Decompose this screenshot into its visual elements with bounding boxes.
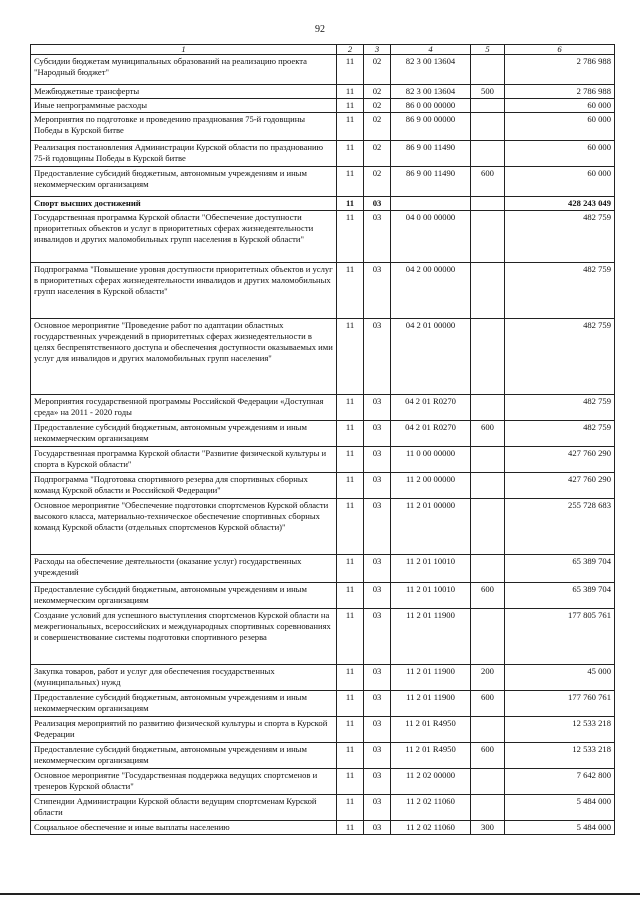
row-amount-cell: 60 000 xyxy=(505,167,615,197)
row-section-cell: 11 xyxy=(337,821,364,835)
row-name-cell: Предоставление субсидий бюджетным, автономным учреждениям и иным некоммерческим организациям xyxy=(31,743,337,769)
row-subsection-cell: 02 xyxy=(364,85,391,99)
row-expense-type-cell: 200 xyxy=(471,665,505,691)
table-row xyxy=(31,141,615,167)
row-target-article-cell: 86 0 00 00000 xyxy=(391,99,471,113)
row-expense-type-cell xyxy=(471,263,505,319)
row-amount-cell: 427 760 290 xyxy=(505,447,615,473)
row-expense-type-cell xyxy=(471,499,505,555)
row-section-cell: 11 xyxy=(337,197,364,211)
row-subsection-cell: 02 xyxy=(364,113,391,141)
row-subsection-cell: 03 xyxy=(364,583,391,609)
row-amount-cell: 60 000 xyxy=(505,141,615,167)
row-amount-cell: 2 786 988 xyxy=(505,55,615,85)
table-row xyxy=(31,263,615,319)
row-expense-type-cell xyxy=(471,319,505,395)
row-name-cell: Мероприятия государственной программы Российской Федерации «Доступная среда» на 2011 - 2020 годы xyxy=(31,395,337,421)
row-section-cell: 11 xyxy=(337,583,364,609)
row-name-cell: Реализация постановления Администрации Курской области по празднованию 75-й годовщины Победы в Курской битве xyxy=(31,141,337,167)
row-amount-cell: 482 759 xyxy=(505,211,615,263)
table-row xyxy=(31,691,615,717)
row-section-cell: 11 xyxy=(337,743,364,769)
row-target-article-cell: 11 2 01 11900 xyxy=(391,691,471,717)
row-target-article-cell xyxy=(391,197,471,211)
row-section-cell: 11 xyxy=(337,113,364,141)
row-name-cell: Подпрограмма "Повышение уровня доступности приоритетных объектов и услуг в приоритетных сферах жизнедеятельности инвалидов и других маломобильных групп населения в Курской области" xyxy=(31,263,337,319)
table-row xyxy=(31,743,615,769)
row-subsection-cell: 02 xyxy=(364,55,391,85)
row-expense-type-cell xyxy=(471,555,505,583)
table-row xyxy=(31,821,615,835)
row-name-cell: Мероприятия по подготовке и проведению празднования 75-й годовщины Победы в Курской битве xyxy=(31,113,337,141)
row-target-article-cell: 04 2 00 00000 xyxy=(391,263,471,319)
row-expense-type-cell: 600 xyxy=(471,421,505,447)
table-row xyxy=(31,473,615,499)
table-row xyxy=(31,555,615,583)
row-amount-cell: 12 533 218 xyxy=(505,717,615,743)
row-amount-cell: 482 759 xyxy=(505,395,615,421)
row-name-cell: Стипендии Администрации Курской области ведущим спортсменам Курской области xyxy=(31,795,337,821)
table-row xyxy=(31,55,615,85)
row-subsection-cell: 03 xyxy=(364,447,391,473)
row-section-cell: 11 xyxy=(337,141,364,167)
row-amount-cell: 177 760 761 xyxy=(505,691,615,717)
row-section-cell: 11 xyxy=(337,99,364,113)
row-amount-cell: 255 728 683 xyxy=(505,499,615,555)
row-subsection-cell: 03 xyxy=(364,821,391,835)
row-section-cell: 11 xyxy=(337,421,364,447)
row-amount-cell: 60 000 xyxy=(505,99,615,113)
row-target-article-cell: 11 2 01 10010 xyxy=(391,555,471,583)
row-name-cell: Субсидии бюджетам муниципальных образований на реализацию проекта "Народный бюджет" xyxy=(31,55,337,85)
row-expense-type-cell xyxy=(471,55,505,85)
row-subsection-cell: 02 xyxy=(364,167,391,197)
row-subsection-cell: 03 xyxy=(364,555,391,583)
page-number: 92 xyxy=(315,24,325,35)
row-amount-cell: 5 484 000 xyxy=(505,821,615,835)
row-name-cell: Межбюджетные трансферты xyxy=(31,85,337,99)
row-target-article-cell: 82 3 00 13604 xyxy=(391,85,471,99)
row-section-cell: 11 xyxy=(337,473,364,499)
row-subsection-cell: 03 xyxy=(364,499,391,555)
row-expense-type-cell xyxy=(471,795,505,821)
row-subsection-cell: 03 xyxy=(364,197,391,211)
row-subsection-cell: 03 xyxy=(364,665,391,691)
row-target-article-cell: 11 2 01 11900 xyxy=(391,609,471,665)
table-row xyxy=(31,85,615,99)
row-name-cell: Расходы на обеспечение деятельности (оказание услуг) государственных учреждений xyxy=(31,555,337,583)
row-name-cell: Спорт высших достижений xyxy=(31,197,337,211)
col-header-subsection: 3 xyxy=(364,45,391,55)
row-amount-cell: 7 642 800 xyxy=(505,769,615,795)
row-target-article-cell: 86 9 00 11490 xyxy=(391,141,471,167)
row-section-cell: 11 xyxy=(337,319,364,395)
row-amount-cell: 482 759 xyxy=(505,263,615,319)
row-expense-type-cell: 500 xyxy=(471,85,505,99)
row-expense-type-cell xyxy=(471,211,505,263)
row-expense-type-cell: 300 xyxy=(471,821,505,835)
table-row xyxy=(31,421,615,447)
row-amount-cell: 65 389 704 xyxy=(505,583,615,609)
row-target-article-cell: 11 2 01 00000 xyxy=(391,499,471,555)
row-subsection-cell: 03 xyxy=(364,211,391,263)
col-header-target-article: 4 xyxy=(391,45,471,55)
row-expense-type-cell: 600 xyxy=(471,743,505,769)
col-header-amount: 6 xyxy=(505,45,615,55)
row-subsection-cell: 03 xyxy=(364,263,391,319)
row-name-cell: Государственная программа Курской области "Развитие физической культуры и спорта в Курской области" xyxy=(31,447,337,473)
row-section-cell: 11 xyxy=(337,55,364,85)
table-row xyxy=(31,99,615,113)
row-target-article-cell: 11 2 01 10010 xyxy=(391,583,471,609)
row-section-cell: 11 xyxy=(337,447,364,473)
row-target-article-cell: 11 2 02 11060 xyxy=(391,795,471,821)
header-row xyxy=(31,45,615,55)
row-amount-cell: 482 759 xyxy=(505,319,615,395)
row-target-article-cell: 04 0 00 00000 xyxy=(391,211,471,263)
table-row xyxy=(31,609,615,665)
col-header-section: 2 xyxy=(337,45,364,55)
budget-table xyxy=(30,44,615,835)
row-subsection-cell: 03 xyxy=(364,769,391,795)
row-amount-cell: 45 000 xyxy=(505,665,615,691)
row-name-cell: Реализация мероприятий по развитию физической культуры и спорта в Курской Федерации xyxy=(31,717,337,743)
row-amount-cell: 482 759 xyxy=(505,421,615,447)
row-name-cell: Государственная программа Курской области "Обеспечение доступности приоритетных объектов и услуг в приоритетных сферах жизнедеятельности инвалидов и других маломобильных групп населения в Курской области" xyxy=(31,211,337,263)
table-row xyxy=(31,211,615,263)
table-row xyxy=(31,167,615,197)
row-name-cell: Основное мероприятие "Проведение работ по адаптации областных государственных учреждений в приоритетных сферах жизнедеятельности в целях беспрепятственного доступа и обеспечения доступности оказываемых ими услуг для инвалидов и других маломобильных групп населения" xyxy=(31,319,337,395)
row-expense-type-cell xyxy=(471,717,505,743)
row-expense-type-cell xyxy=(471,141,505,167)
row-amount-cell: 2 786 988 xyxy=(505,85,615,99)
row-target-article-cell: 86 9 00 00000 xyxy=(391,113,471,141)
row-amount-cell: 12 533 218 xyxy=(505,743,615,769)
table-row xyxy=(31,583,615,609)
row-name-cell: Предоставление субсидий бюджетным, автономным учреждениям и иным некоммерческим организациям xyxy=(31,421,337,447)
row-name-cell: Предоставление субсидий бюджетным, автономным учреждениям и иным некоммерческим организациям xyxy=(31,691,337,717)
row-expense-type-cell: 600 xyxy=(471,691,505,717)
row-name-cell: Основное мероприятие "Обеспечение подготовки спортсменов Курской области высокого класса, материально-техническое обеспечение спортивных сборных команд Курской области (отдельных спортсменов Курской области)" xyxy=(31,499,337,555)
table-row xyxy=(31,499,615,555)
row-expense-type-cell xyxy=(471,609,505,665)
table-row xyxy=(31,717,615,743)
row-amount-cell: 428 243 049 xyxy=(505,197,615,211)
table-row xyxy=(31,665,615,691)
table-row xyxy=(31,769,615,795)
row-expense-type-cell: 600 xyxy=(471,167,505,197)
row-expense-type-cell xyxy=(471,447,505,473)
row-subsection-cell: 03 xyxy=(364,319,391,395)
row-expense-type-cell xyxy=(471,197,505,211)
row-section-cell: 11 xyxy=(337,263,364,319)
row-section-cell: 11 xyxy=(337,717,364,743)
row-expense-type-cell xyxy=(471,99,505,113)
row-name-cell: Подпрограмма "Подготовка спортивного резерва для спортивных сборных команд Курской области и Российской Федерации" xyxy=(31,473,337,499)
row-section-cell: 11 xyxy=(337,691,364,717)
col-header-name: 1 xyxy=(31,45,337,55)
row-subsection-cell: 03 xyxy=(364,691,391,717)
row-section-cell: 11 xyxy=(337,85,364,99)
row-section-cell: 11 xyxy=(337,211,364,263)
row-target-article-cell: 86 9 00 11490 xyxy=(391,167,471,197)
row-expense-type-cell xyxy=(471,113,505,141)
row-amount-cell: 60 000 xyxy=(505,113,615,141)
row-section-cell: 11 xyxy=(337,395,364,421)
row-subsection-cell: 03 xyxy=(364,717,391,743)
row-name-cell: Основное мероприятие "Государственная поддержка ведущих спортсменов и тренеров Курской области" xyxy=(31,769,337,795)
row-amount-cell: 5 484 000 xyxy=(505,795,615,821)
row-target-article-cell: 04 2 01 00000 xyxy=(391,319,471,395)
row-section-cell: 11 xyxy=(337,555,364,583)
row-section-cell: 11 xyxy=(337,795,364,821)
row-name-cell: Социальное обеспечение и иные выплаты населению xyxy=(31,821,337,835)
table-row xyxy=(31,447,615,473)
row-amount-cell: 65 389 704 xyxy=(505,555,615,583)
row-subsection-cell: 03 xyxy=(364,395,391,421)
row-subsection-cell: 03 xyxy=(364,743,391,769)
row-subsection-cell: 03 xyxy=(364,473,391,499)
row-subsection-cell: 02 xyxy=(364,141,391,167)
row-subsection-cell: 03 xyxy=(364,421,391,447)
page-bottom-rule xyxy=(0,893,640,895)
row-target-article-cell: 11 0 00 00000 xyxy=(391,447,471,473)
row-target-article-cell: 04 2 01 R0270 xyxy=(391,421,471,447)
table-row xyxy=(31,319,615,395)
row-target-article-cell: 11 2 02 00000 xyxy=(391,769,471,795)
row-name-cell: Предоставление субсидий бюджетным, автономным учреждениям и иным некоммерческим организациям xyxy=(31,167,337,197)
row-amount-cell: 177 805 761 xyxy=(505,609,615,665)
row-target-article-cell: 82 3 00 13604 xyxy=(391,55,471,85)
table-row xyxy=(31,395,615,421)
row-expense-type-cell: 600 xyxy=(471,583,505,609)
row-section-cell: 11 xyxy=(337,665,364,691)
row-target-article-cell: 11 2 01 R4950 xyxy=(391,743,471,769)
row-name-cell: Предоставление субсидий бюджетным, автономным учреждениям и иным некоммерческим организациям xyxy=(31,583,337,609)
table-row xyxy=(31,795,615,821)
row-amount-cell: 427 760 290 xyxy=(505,473,615,499)
row-section-cell: 11 xyxy=(337,167,364,197)
table-row xyxy=(31,113,615,141)
row-expense-type-cell xyxy=(471,395,505,421)
row-subsection-cell: 03 xyxy=(364,795,391,821)
col-header-expense-type: 5 xyxy=(471,45,505,55)
row-target-article-cell: 11 2 01 R4950 xyxy=(391,717,471,743)
row-expense-type-cell xyxy=(471,769,505,795)
row-target-article-cell: 04 2 01 R0270 xyxy=(391,395,471,421)
table-body xyxy=(31,55,615,835)
row-target-article-cell: 11 2 00 00000 xyxy=(391,473,471,499)
row-subsection-cell: 02 xyxy=(364,99,391,113)
row-name-cell: Создание условий для успешного выступления спортсменов Курской области на межрегиональных, всероссийских и международных спортивных соревнованиях и совершенствование системы подготовки спортивного резерва xyxy=(31,609,337,665)
row-section-cell: 11 xyxy=(337,609,364,665)
row-expense-type-cell xyxy=(471,473,505,499)
row-name-cell: Иные непрограммные расходы xyxy=(31,99,337,113)
table-row xyxy=(31,197,615,211)
row-subsection-cell: 03 xyxy=(364,609,391,665)
row-name-cell: Закупка товаров, работ и услуг для обеспечения государственных (муниципальных) нужд xyxy=(31,665,337,691)
row-section-cell: 11 xyxy=(337,499,364,555)
row-section-cell: 11 xyxy=(337,769,364,795)
row-target-article-cell: 11 2 02 11060 xyxy=(391,821,471,835)
row-target-article-cell: 11 2 01 11900 xyxy=(391,665,471,691)
